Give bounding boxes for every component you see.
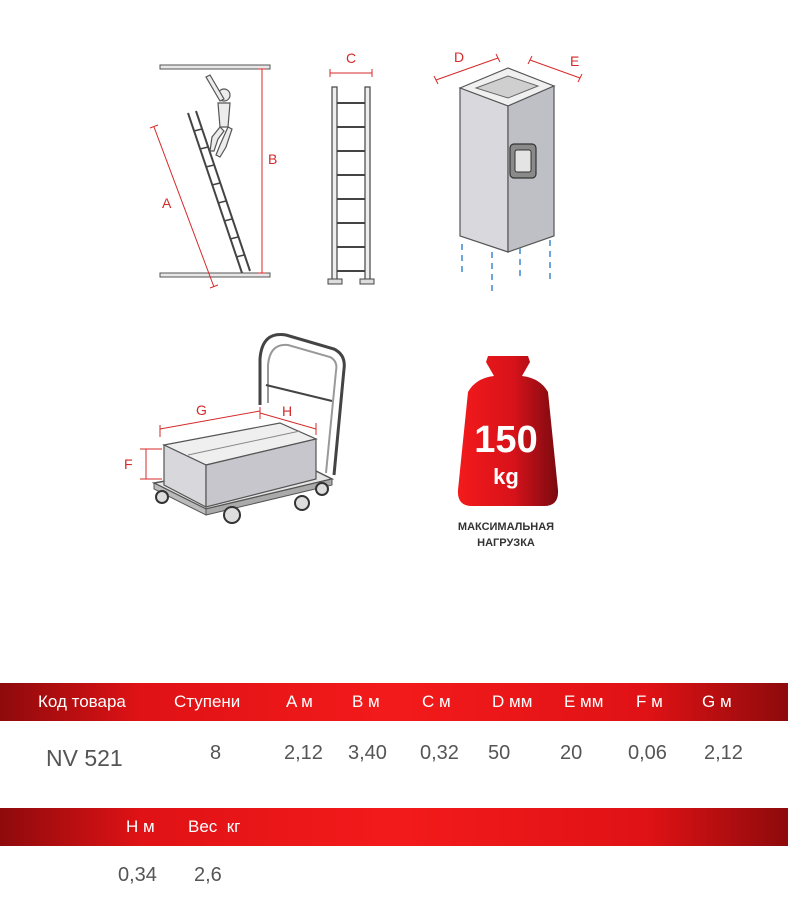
- header-product-code: Код товара: [38, 692, 126, 711]
- value-g: 2,12: [704, 742, 743, 764]
- header-e: E мм: [564, 692, 604, 711]
- value-steps: 8: [210, 742, 222, 764]
- value-a: 2,12: [284, 742, 323, 764]
- header-steps: Ступени: [174, 692, 241, 711]
- header-weight: Вес кг: [188, 817, 241, 836]
- dimension-d-label: D: [454, 49, 465, 65]
- dimension-h-label: H: [282, 403, 293, 419]
- ladder-leaning-diagram: [140, 55, 300, 295]
- header-d: D мм: [492, 692, 533, 711]
- value-product-code: NV 521: [46, 745, 123, 771]
- header-g: G м: [702, 692, 732, 711]
- dimension-g-label: G: [196, 402, 207, 418]
- value-b: 3,40: [348, 742, 387, 764]
- value-h: 0,34: [118, 864, 157, 886]
- header-a: A м: [286, 692, 313, 711]
- max-load-weight-icon: [448, 350, 568, 560]
- spec-table-1-header: [0, 683, 788, 721]
- max-load-unit: kg: [493, 464, 519, 489]
- max-load-caption-line1: МАКСИМАЛЬНАЯ: [457, 521, 555, 533]
- value-e: 20: [560, 742, 583, 764]
- dimension-b-label: B: [268, 151, 278, 167]
- header-f: F м: [636, 692, 663, 711]
- spec-table-2-header: [0, 808, 788, 846]
- max-load-value: 150: [474, 419, 538, 461]
- max-load-caption-line2: НАГРУЗКА: [477, 537, 535, 549]
- header-c: C м: [422, 692, 451, 711]
- header-h: H м: [126, 817, 155, 836]
- ladder-front-diagram: [318, 45, 388, 295]
- value-c: 0,32: [420, 742, 459, 764]
- dimension-a-label: A: [162, 195, 172, 211]
- dimension-f-label: F: [124, 456, 133, 472]
- value-weight: 2,6: [194, 864, 222, 886]
- dimension-e-label: E: [570, 53, 580, 69]
- value-d: 50: [488, 742, 511, 764]
- value-f: 0,06: [628, 742, 667, 764]
- header-b: B м: [352, 692, 380, 711]
- dimension-c-label: C: [346, 50, 357, 66]
- cart-diagram: [110, 325, 360, 535]
- profile-block-diagram: [430, 40, 590, 300]
